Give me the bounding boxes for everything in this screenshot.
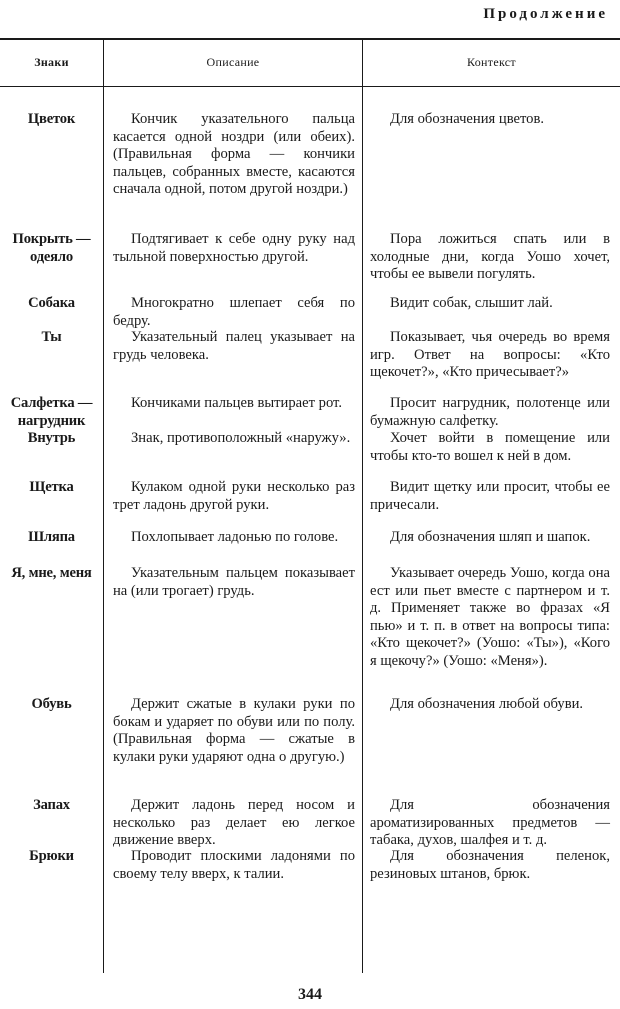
- sign-description: Кулаком одной руки несколько раз трет ладонь другой руки.: [113, 479, 355, 513]
- sign-name: Салфетка — нагрудник: [10, 395, 93, 429]
- sign-name: Брюки: [29, 848, 74, 864]
- sign-name: Щетка: [29, 479, 74, 495]
- sign-context: Просит нагрудник, полотенце или бумажную салфетку.: [370, 395, 610, 429]
- column-divider-1: [103, 38, 104, 973]
- sign-name: Ты: [41, 329, 62, 345]
- sign-context: Видит щетку или просит, чтобы ее причесали.: [370, 479, 610, 513]
- page-number: 344: [298, 986, 322, 1003]
- header-rule: [0, 86, 620, 87]
- sign-context: Показывает, чья очередь во время игр. Ответ на вопросы: «Кто щекочет?», «Кто причесывает?»: [370, 329, 610, 381]
- sign-context: Для обозначения ароматизированных предметов — табака, духов, шалфея и т. д.: [370, 797, 610, 849]
- sign-description: Проводит плоскими ладонями по своему телу вверх, к талии.: [113, 848, 355, 882]
- sign-name: Шляпа: [28, 529, 75, 545]
- sign-name: Обувь: [31, 696, 72, 712]
- sign-description: Знак, противоположный «наружу».: [131, 430, 351, 446]
- sign-description: Указательный палец указывает на грудь человека.: [113, 329, 355, 363]
- sign-name: Запах: [33, 797, 70, 813]
- sign-description: Держит сжатые в кулаки руки по бокам и ударяет по обуви или по полу. (Правильная форма — сжатые в кулаки руки ударяют одна о другую.): [113, 696, 355, 765]
- sign-context: Для обозначения цветов.: [390, 111, 544, 127]
- sign-context: Для обозначения шляп и шапок.: [390, 529, 591, 545]
- sign-description: Кончик указательного пальца касается одной ноздри (или обеих). (Правильная форма — кончики пальцев, собранных вместе, касаются сначала одной, потом другой ноздри.): [113, 111, 355, 198]
- sign-context: Видит собак, слышит лай.: [390, 295, 553, 311]
- sign-name: Покрыть — одеяло: [12, 231, 91, 265]
- sign-description: Подтягивает к себе одну руку над тыльной поверхностью другой.: [113, 231, 355, 265]
- sign-context: Указывает очередь Уошо, когда она ест или пьет вместе с партнером и т. д. Применяет также во фразах «Я пью» и т. п. в ответ на вопросы типа: «Кто щекочет?» (Уошо: «Ты»), «Кого я щекочу?» (Уошо: «Меня»).: [370, 565, 610, 669]
- sign-name: Я, мне, меня: [11, 565, 92, 581]
- sign-name: Цветок: [27, 111, 76, 127]
- column-header-context: Контекст: [467, 55, 516, 69]
- table-top-rule: [0, 38, 620, 40]
- sign-context: Хочет войти в помещение или чтобы кто-то вошел к ней в дом.: [370, 430, 610, 464]
- sign-context: Для обозначения любой обуви.: [390, 696, 584, 712]
- sign-description: Указательным пальцем показывает на (или трогает) грудь.: [113, 565, 355, 599]
- running-head: Продолжение: [483, 6, 608, 22]
- column-header-sign: Знаки: [34, 55, 69, 69]
- sign-name: Собака: [28, 295, 75, 311]
- sign-description: Похлопывает ладонью по голове.: [131, 529, 339, 545]
- sign-description: Кончиками пальцев вытирает рот.: [131, 395, 342, 411]
- column-divider-2: [362, 38, 363, 973]
- sign-context: Пора ложиться спать или в холодные дни, когда Уошо хочет, чтобы ее вывели погулять.: [370, 231, 610, 283]
- sign-context: Для обозначения пеленок, резиновых штанов, брюк.: [370, 848, 610, 882]
- column-header-description: Описание: [206, 55, 260, 69]
- sign-description: Многократно шлепает себя по бедру.: [113, 295, 355, 329]
- sign-description: Держит ладонь перед носом и несколько раз делает ею легкое движение вверх.: [113, 797, 355, 849]
- sign-name: Внутрь: [27, 430, 76, 446]
